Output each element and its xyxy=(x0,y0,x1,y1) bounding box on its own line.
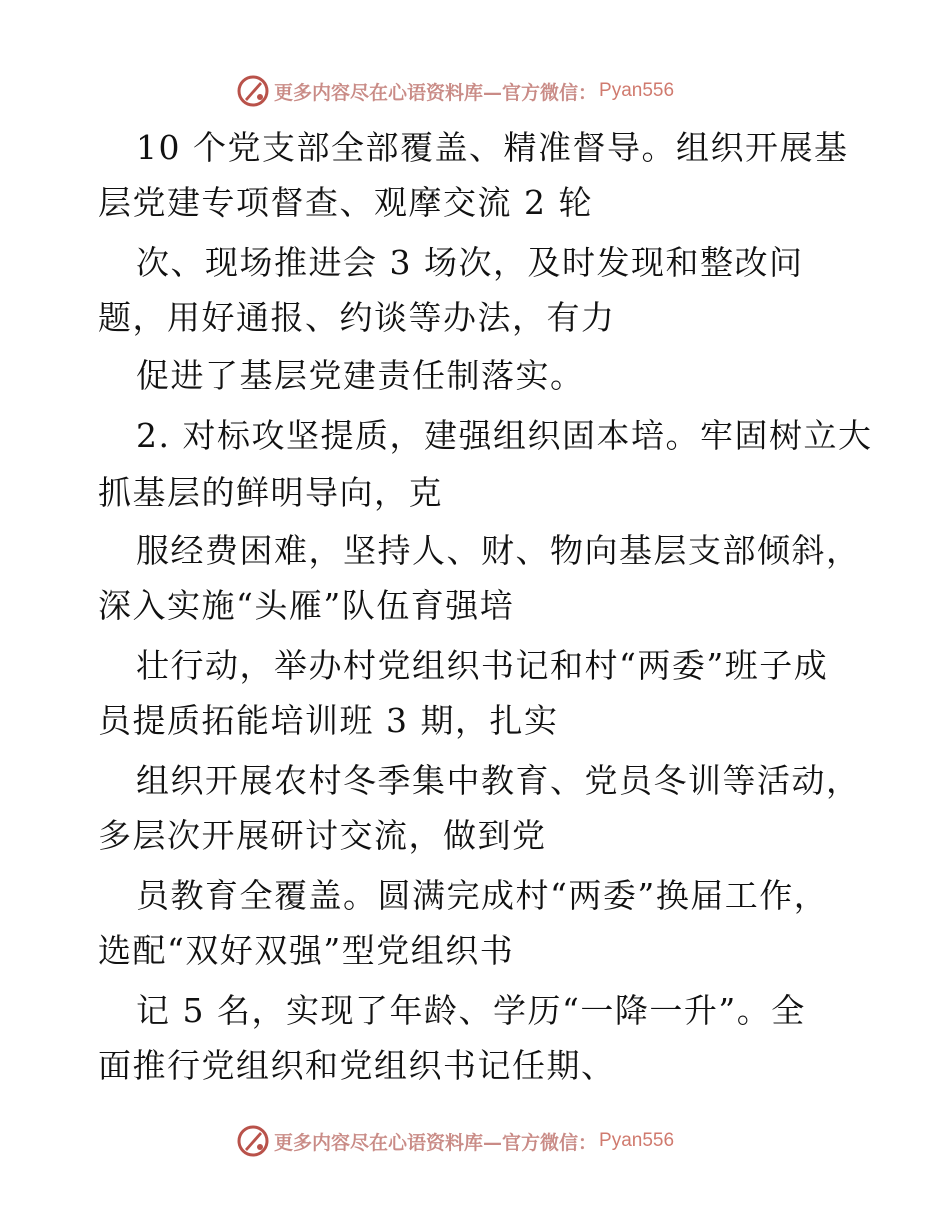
body-line: 题，用好通报、约谈等办法，有力 xyxy=(98,298,616,337)
watermark-wechat-id: Pyan556 xyxy=(599,80,675,101)
watermark-text: 更多内容尽在心语资料库—官方微信： xyxy=(274,81,598,104)
body-line: 服经费困难，坚持人、财、物向基层支部倾斜， xyxy=(136,531,861,570)
body-line: 深入实施“头雁”队伍育强培 xyxy=(98,586,515,625)
quill-logo-icon xyxy=(236,1124,270,1158)
body-line: 抓基层的鲜明导向，克 xyxy=(98,473,443,512)
body-line: 次、现场推进会 3 场次，及时发现和整改问 xyxy=(136,243,804,282)
body-line: 多层次开展研讨交流，做到党 xyxy=(98,816,547,855)
watermark-wechat-id: Pyan556 xyxy=(599,1130,675,1151)
footer-watermark xyxy=(236,1124,674,1158)
body-line: 选配“双好双强”型党组织书 xyxy=(98,931,515,970)
body-line: 层党建专项督查、观摩交流 2 轮 xyxy=(98,183,593,222)
body-line: 促进了基层党建责任制落实。 xyxy=(136,356,585,395)
body-line: 10 个党支部全部覆盖、精准督导。组织开展基 xyxy=(136,128,849,167)
watermark-text: 更多内容尽在心语资料库—官方微信： xyxy=(274,1131,598,1154)
body-line: 壮行动，举办村党组织书记和村“两委”班子成 xyxy=(136,646,829,685)
body-line: 2. 对标攻坚提质，建强组织固本培。牢固树立大 xyxy=(136,416,873,455)
body-line: 面推行党组织和党组织书记任期、 xyxy=(98,1046,616,1085)
body-line: 组织开展农村冬季集中教育、党员冬训等活动， xyxy=(136,761,861,800)
body-line: 记 5 名，实现了年龄、学历“一降一升”。全 xyxy=(136,991,806,1030)
body-line: 员教育全覆盖。圆满完成村“两委”换届工作， xyxy=(136,876,829,915)
body-line: 员提质拓能培训班 3 期，扎实 xyxy=(98,701,559,740)
